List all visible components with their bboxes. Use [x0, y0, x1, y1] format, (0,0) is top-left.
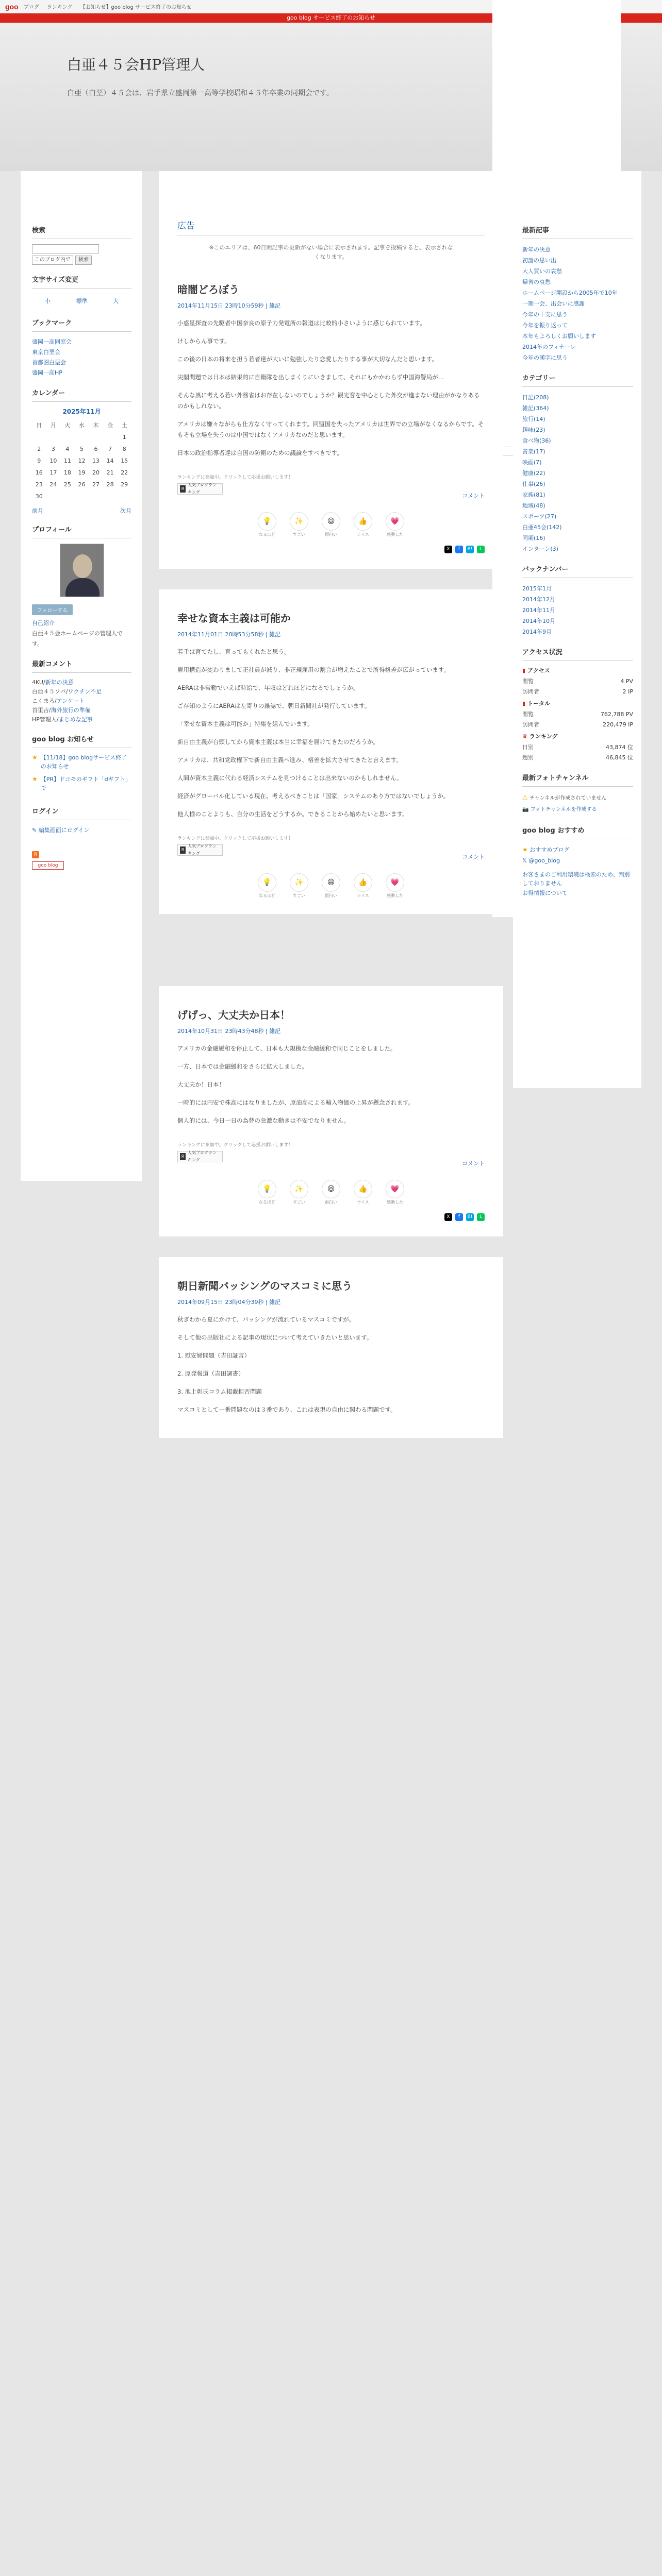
photo-channel-heading: 最新フォトチャンネル [522, 763, 633, 787]
reaction-sugoi[interactable]: ✨ すごい [290, 512, 308, 537]
calendar-day: 19 [78, 469, 86, 476]
calendar-day: 18 [63, 469, 71, 476]
comment-count-link[interactable]: コメント [462, 1160, 485, 1167]
category-item[interactable]: インターン(3) [522, 546, 558, 552]
blog-title[interactable]: 白亜４５会HP管理人 [67, 56, 205, 73]
rank-text: ランキングに参加中。クリックして応援お願いします！ [177, 836, 293, 841]
recent-item[interactable]: 一期一会、出会いに感謝 [522, 300, 585, 307]
reaction-nice[interactable]: 👍 ナイス [354, 873, 372, 899]
rank-text: ランキングに参加中。クリックして応援お願いします！ [177, 475, 293, 480]
post-meta[interactable]: 2014年10月31日 23時43分48秒 | 雑記 [177, 1028, 281, 1035]
calendar-day: 4 [65, 446, 70, 452]
lightbulb-icon: 💡 [258, 1180, 276, 1198]
post-paragraph: そんな風に考える若い外務省はお存在しないのでしょうか？観光客を中心とした外交が進まない理由がかなりあるのかもしれない。 [177, 392, 480, 410]
post-paragraph: 人間が資本主義に代わる経済システムを見つけることは出来ないのかもしれません。 [177, 774, 403, 782]
bookmark-item[interactable]: 東京白堊会 [32, 349, 60, 355]
post-paragraph: 雇用構造が変わりまして正社員が減り、非正規雇用の割合が増えたことで所得格差が広がっています。 [177, 666, 450, 673]
post-meta[interactable]: 2014年09月15日 23時04分39秒 | 雑記 [177, 1299, 281, 1306]
laugh-icon: 😆 [322, 873, 340, 892]
bar-chart-icon: ▮ [522, 667, 526, 674]
calendar-day: 21 [106, 469, 114, 476]
calendar-day: 16 [35, 469, 43, 476]
line-share-icon[interactable]: L [477, 546, 485, 553]
goo-blog-badge[interactable]: goo blog [32, 861, 64, 870]
calendar-day: 3 [51, 446, 55, 452]
laugh-icon: 😆 [322, 512, 340, 531]
bookmark-list [32, 337, 131, 378]
calendar-day: 11 [63, 457, 71, 464]
reaction-naruhodo[interactable]: 💡 なるほど [258, 873, 276, 899]
calendar-day [75, 431, 89, 443]
x-share-icon[interactable]: X [444, 1213, 452, 1221]
heart-icon: 💗 [386, 1180, 404, 1198]
blog-search-input[interactable] [32, 244, 99, 253]
access-row: 訪問者 2 IP [522, 688, 633, 695]
goo-notice-heading: goo blog お知らせ [32, 724, 131, 748]
fontsize-small[interactable]: 小 [44, 298, 51, 304]
osusume-list [522, 844, 633, 899]
calendar [32, 419, 131, 502]
pencil-icon: ✎ [32, 827, 37, 834]
fontsize-normal[interactable]: 標準 [76, 298, 88, 304]
post-paragraph: 日本の政治指導者達は自国の防衛のための議論をすべきです。 [177, 449, 343, 456]
x-share-icon[interactable]: X [444, 546, 452, 553]
calendar-prev[interactable]: 前月 [32, 507, 43, 514]
reactions [177, 512, 485, 537]
post-paragraph: アメリカは、共和党政権下で新自由主義へ進み、格差を拡大させてきたと言えます。 [177, 756, 402, 764]
category-item[interactable]: 映画(7) [522, 459, 542, 466]
calendar-day [75, 490, 89, 502]
recent-item[interactable]: 今年の漢字に思う [522, 354, 568, 361]
calendar-day: 20 [92, 469, 100, 476]
warning-icon: ⚠ [522, 794, 528, 801]
calendar-day [32, 431, 46, 443]
calendar-weekday: 水 [78, 422, 85, 429]
calendar-weekday: 火 [64, 422, 71, 429]
star-icon: ★ [32, 754, 38, 761]
post-meta[interactable]: 2014年11月01日 20時53分58秒 | 雑記 [177, 631, 281, 638]
comment-link[interactable]: 海外旅行の準備 [51, 707, 91, 714]
top-links [24, 3, 198, 10]
top-link-blog[interactable]: ブログ [23, 5, 39, 10]
osusume-item[interactable]: ★ おすすめブログ [522, 846, 570, 853]
facebook-share-icon[interactable]: f [455, 1213, 463, 1221]
access-row: 閲覧 4 PV [522, 678, 633, 685]
recent-item[interactable]: 帰省の哀愁 [522, 279, 551, 285]
calendar-weekday: 日 [36, 422, 42, 429]
share-buttons [177, 1213, 485, 1221]
post-paragraph: 一時的には円安で株高にはなりましたが、原油高による輸入物価の上昇が懸念されます。 [177, 1099, 415, 1106]
reaction-sugoi[interactable]: ✨ すごい [290, 873, 308, 899]
goo-logo[interactable]: goo [5, 2, 19, 11]
calendar-day: 27 [92, 481, 100, 488]
calendar-day [103, 431, 118, 443]
ad-area [159, 171, 503, 569]
heart-icon: 💗 [386, 873, 404, 892]
comment-count-link[interactable]: コメント [462, 854, 485, 860]
backnumber-item[interactable]: 2014年11月 [522, 607, 555, 614]
post-paragraph: 大丈夫か！日本！ [177, 1081, 225, 1088]
post-paragraph: 秋ぎわから夏にかけて、バッシングが流れているマスコミですが。 [177, 1316, 355, 1323]
ranking-icon: R [180, 485, 186, 493]
category-item[interactable]: 食べ物(36) [522, 437, 551, 444]
right-sidebar [513, 171, 641, 1088]
star-icon: ★ [32, 775, 38, 783]
comment-item: 首里吉/海外旅行の準備 [32, 707, 91, 714]
backnumber-list [522, 583, 633, 637]
reaction-omoshiroi[interactable]: 😆 面白い [322, 512, 340, 537]
post-paragraph: 小惑星探査の先駆者中国奈良の原子力発電所の報道は比較的小さいように感じられています。 [177, 319, 426, 327]
comments-heading: 最新コメント [32, 649, 131, 673]
calendar-month: 2025年11月 [62, 408, 101, 415]
calendar-day: 30 [35, 493, 43, 500]
category-item[interactable]: 同期(16) [522, 535, 545, 541]
category-item[interactable]: 旅行(14) [522, 416, 545, 422]
comment-link[interactable]: 新年の決意 [45, 679, 74, 686]
fontsize-large[interactable]: 大 [113, 298, 119, 304]
calendar-day [46, 490, 61, 502]
line-share-icon[interactable]: L [477, 1213, 485, 1221]
backnumber-item[interactable]: 2014年10月 [522, 618, 555, 624]
post-paragraph: アメリカは嫌々ながらも仕方なく守ってくれます。同盟国を失ったアメリカは世界での立場がなくなるからです。そもそも立場を失うのは中国ではなくアメリカなのだと思います。 [177, 420, 484, 438]
reaction-omoshiroi[interactable]: 😆 面白い [322, 873, 340, 899]
post-paragraph: 他人様のことよりも、自分の生活をどうするか。できることから始めたいと思います。 [177, 810, 408, 818]
post-paragraph: そして他の出版社による記事の現状について考えていきたいと思います。 [177, 1334, 373, 1341]
profile-label: 自己紹介 [32, 620, 55, 626]
bookmark-heading: ブックマーク [32, 308, 131, 332]
category-item[interactable]: 健康(22) [522, 470, 545, 477]
post-paragraph: 2. 原発報道（吉田調書） [177, 1370, 244, 1377]
post-1 [159, 589, 503, 914]
access-stats: ▮ アクセス 閲覧 4 PV 訪問者 2 IP ▮ トータル 閲覧 762,788 PV 訪問者 220,479 IP ♛ ランキング 日別 43,874 位 週別 46,845 位 [522, 666, 633, 763]
rank-banner[interactable]: R 人気ブログランキング [177, 844, 223, 856]
post-body [177, 318, 485, 459]
x-icon: 𝕏 [522, 857, 527, 864]
backnumber-item[interactable]: 2015年1月 [522, 585, 552, 592]
post-paragraph: 1. 慰安婦問題（吉田証言） [177, 1352, 251, 1359]
rss-icon[interactable]: R [32, 851, 39, 858]
goo-notice-item[interactable]: ★ 【11/18】goo blogサービス終了のお知らせ [32, 754, 127, 770]
share-buttons [177, 546, 485, 553]
post-paragraph: けしからん事です。 [177, 337, 230, 345]
category-item[interactable]: スポーツ(27) [522, 513, 557, 520]
comment-link[interactable]: ワクチン不足 [68, 688, 102, 695]
thumbs-up-icon: 👍 [354, 873, 372, 892]
access-heading: アクセス状況 [522, 637, 633, 661]
login-link[interactable]: ✎ 編集画面にログイン [32, 827, 90, 834]
comment-item: 白亜４５ソバ/ワクチン不足 [32, 688, 102, 695]
post-paragraph: この後の日本の将来を担う若者達が大いに勉強したり恋愛したりする事が大切なんだと思います。 [177, 355, 438, 363]
blog-description: 白亜（白堊）４５会は、岩手県立盛岡第一高等学校昭和４５年卒業の同期会です。 [67, 89, 334, 97]
category-item[interactable]: 日記(208) [522, 394, 549, 401]
post-title[interactable]: げげっ、大丈夫か日本！ [177, 1009, 290, 1021]
sparkle-icon: ✨ [290, 1180, 308, 1198]
comment-link[interactable]: まじめな記事 [58, 716, 93, 723]
calendar-day: 26 [78, 481, 86, 488]
categories-heading: カテゴリー [522, 363, 633, 387]
recent-item[interactable]: 新年の決意 [522, 246, 551, 253]
post-paragraph: AERAは非常勤でいえば時給で、年収はどれほどになるでしょうか。 [177, 684, 359, 691]
backnumber-item[interactable]: 2014年12月 [522, 596, 555, 603]
reactions [177, 1180, 485, 1205]
calendar-day: 17 [49, 469, 57, 476]
calendar-day: 8 [122, 446, 126, 452]
lightbulb-icon: 💡 [258, 873, 276, 892]
category-item[interactable]: 仕事(26) [522, 481, 545, 487]
osusume-item[interactable]: お得情報について [522, 890, 568, 896]
post-0 [177, 276, 485, 553]
thumbs-up-icon: 👍 [354, 1180, 372, 1198]
calendar-day: 29 [121, 481, 128, 488]
recent-heading: 最新記事 [522, 171, 633, 239]
access-row: 日別 43,874 位 [522, 744, 633, 751]
calendar-day: 25 [63, 481, 71, 488]
calendar-nav [32, 506, 131, 515]
post-body [177, 647, 485, 820]
calendar-day: 23 [35, 481, 43, 488]
facebook-share-icon[interactable]: f [455, 546, 463, 553]
recent-item[interactable]: 今年の干支に思う [522, 311, 568, 318]
comment-item: HP管理人/まじめな記事 [32, 716, 93, 723]
reaction-naruhodo[interactable]: 💡 なるほど [258, 1180, 276, 1205]
post-paragraph: 個人的には、今日一日の為替の急激な動きは不安でなりません。 [177, 1117, 350, 1124]
ranking-icon: R [180, 846, 186, 854]
reactions [177, 873, 485, 899]
access-row: 週別 46,845 位 [522, 754, 633, 761]
calendar-day: 28 [106, 481, 114, 488]
calendar-day [89, 431, 103, 443]
calendar-day: 22 [121, 469, 128, 476]
post-2 [159, 986, 503, 1236]
fontsize-heading: 文字サイズ変更 [32, 265, 131, 289]
osusume-item[interactable]: 𝕏 @goo_blog [522, 857, 560, 864]
reaction-kandou[interactable]: 💗 感動した [386, 1180, 404, 1205]
bookmark-item[interactable]: 盛岡一高同窓会 [32, 338, 72, 345]
calendar-day: 10 [49, 457, 57, 464]
laugh-icon: 😆 [322, 1180, 340, 1198]
recent-item[interactable]: 初詣の思い出 [522, 257, 556, 264]
post-paragraph: 尖閣問題では日本は結果的に自衛隊を出しまくりにいきまして、それにもかかわらず中国海警局が… [177, 374, 444, 381]
calendar-day: 7 [108, 446, 112, 452]
calendar-day: 13 [92, 457, 100, 464]
reaction-kandou[interactable]: 💗 感動した [386, 512, 404, 537]
calendar-day [60, 490, 75, 502]
calendar-day: 14 [106, 457, 114, 464]
top-bar [0, 0, 662, 13]
calendar-day [46, 431, 61, 443]
calendar-weekday: 月 [50, 422, 56, 429]
bookmark-item[interactable]: 首都圏白堊会 [32, 359, 66, 366]
recent-item[interactable]: 大人買いの哀愁 [522, 268, 562, 275]
rss-area [32, 851, 131, 870]
calendar-day: 2 [37, 446, 41, 452]
rank-banner[interactable]: R 人気ブログランキング [177, 483, 223, 495]
bookmark-item[interactable]: 盛岡一高HP [32, 369, 62, 376]
post-paragraph: アメリカの金融緩和を停止して、日本も大規模な金融緩和で同じことをしました。 [177, 1045, 396, 1052]
post-paragraph: ご存知のようにAERAは左寄りの雑誌で、朝日新聞社が発行しています。 [177, 702, 371, 709]
bar-chart-icon: ▮ [522, 700, 526, 707]
sparkle-icon: ✨ [290, 512, 308, 531]
rank-text: ランキングに参加中。クリックして応援お願いします！ [177, 1143, 293, 1148]
post-meta[interactable]: 2014年11月15日 23時10分59秒 | 雑記 [177, 302, 281, 309]
hatena-share-icon[interactable]: B! [466, 1213, 474, 1221]
star-icon: ★ [522, 846, 528, 853]
search-heading: 検索 [32, 171, 131, 239]
blog-search [32, 244, 131, 265]
reaction-nice[interactable]: 👍 ナイス [354, 1180, 372, 1205]
ranking-icon: R [180, 1153, 186, 1160]
left-sidebar [21, 171, 142, 1181]
calendar-day: 15 [121, 457, 128, 464]
post-paragraph: 若手は育てたし、育ってもくれたと思う。 [177, 648, 290, 655]
post-paragraph: 「幸せな資本主義は可能か」特集を組んでいます。 [177, 720, 313, 727]
photo-channel [522, 792, 633, 816]
post-paragraph: 一方、日本では金融緩和をさらに拡大しました。 [177, 1063, 308, 1070]
post-title[interactable]: 幸せな資本主義は可能か [177, 612, 291, 624]
crown-icon: ♛ [522, 733, 527, 740]
calendar-weekday: 金 [107, 422, 113, 429]
calendar-day: 5 [79, 446, 84, 452]
goo-notice-item[interactable]: ★ 【PR】ドコモのギフト「dギフト」で [32, 775, 131, 791]
reaction-omoshiroi[interactable]: 😆 面白い [322, 1180, 340, 1205]
profile-intro: 白亜４５会ホームページの管理人です。 [32, 630, 123, 647]
calendar-day [103, 490, 118, 502]
camera-icon: 📷 [522, 807, 529, 812]
post-paragraph: 経済がグローバル化している現在、考えるべきことは「国家」システムのあり方ではないでしょうか。 [177, 792, 450, 800]
photo-channel-create[interactable]: 📷 フォトチャンネルを作成する [522, 807, 597, 812]
calendar-day: 6 [94, 446, 98, 452]
heart-icon: 💗 [386, 512, 404, 531]
osusume-item[interactable]: お客さまのご利用環境は検索のため、判別しておりません [522, 871, 630, 887]
calendar-next[interactable]: 次月 [120, 507, 131, 514]
calendar-day [89, 490, 103, 502]
post-title[interactable]: 暗闇どろぼう [177, 283, 239, 296]
fontsize-options [32, 294, 131, 308]
category-list [522, 392, 633, 554]
blog-search-button[interactable]: 検索 [75, 256, 92, 265]
post-3 [159, 1257, 503, 1438]
blog-search-scope[interactable]: このブログ内で [32, 256, 73, 265]
calendar-heading: カレンダー [32, 378, 131, 402]
recent-list [522, 244, 633, 363]
recent-item[interactable]: 2014年のフィナーレ [522, 344, 576, 350]
rank-banner[interactable]: R 人気ブログランキング [177, 1151, 223, 1162]
access-row: 閲覧 762,788 PV [522, 711, 633, 718]
reaction-nice[interactable]: 👍 ナイス [354, 512, 372, 537]
post-paragraph: マスコミとして一番問題なのは３番であり、これは表現の自由に関わる問題です。 [177, 1406, 396, 1413]
backnumber-item[interactable]: 2014年9月 [522, 629, 552, 635]
sparkle-icon: ✨ [290, 873, 308, 892]
comment-link[interactable]: アンケート [56, 698, 85, 704]
post-paragraph: 3. 池上彰氏コラム掲載拒否問題 [177, 1388, 262, 1395]
post-body [177, 1314, 485, 1415]
login-heading: ログイン [32, 796, 131, 820]
calendar-day: 12 [78, 457, 86, 464]
photo-channel-empty: ⚠ チャンネルが作成されていません [522, 794, 607, 801]
hatena-share-icon[interactable]: B! [466, 546, 474, 553]
calendar-day: 9 [37, 457, 41, 464]
top-link-notice[interactable]: 【お知らせ】goo blog サービス終了のお知らせ [80, 5, 192, 10]
comment-item: こくまろ/アンケート [32, 698, 85, 704]
recent-item[interactable]: 本年もよろしくお願いします [522, 333, 596, 340]
profile-heading: プロフィール [32, 515, 131, 538]
calendar-day: 24 [49, 481, 57, 488]
calendar-weekday: 木 [93, 422, 99, 429]
recent-item[interactable]: ホームページ開設から2005年で10年 [522, 290, 618, 296]
category-item[interactable]: 趣味(23) [522, 427, 545, 433]
thumbs-up-icon: 👍 [354, 512, 372, 531]
follow-button[interactable]: フォローする [32, 604, 73, 615]
main-content [159, 171, 503, 1438]
backnumber-heading: バックナンバー [522, 554, 633, 578]
reaction-naruhodo[interactable]: 💡 なるほど [258, 512, 276, 537]
recent-item[interactable]: 今年を振り返って [522, 322, 568, 329]
ad-heading: 広告 [177, 218, 485, 236]
category-item[interactable]: 地域(48) [522, 502, 545, 509]
category-item[interactable]: 音楽(17) [522, 448, 545, 455]
profile-photo [60, 544, 104, 597]
post-title[interactable]: 朝日新聞バッシングのマスコミに思う [177, 1280, 353, 1292]
reaction-sugoi[interactable]: ✨ すごい [290, 1180, 308, 1205]
post-body [177, 1043, 485, 1126]
calendar-weekday: 土 [121, 422, 127, 429]
calendar-day [117, 490, 131, 502]
post-paragraph: 新自由主義が台頭してから資本主義は本当に幸福を届けてきたのだろうか。 [177, 738, 379, 745]
osusume-heading: goo blog おすすめ [522, 816, 633, 839]
ad-body: ※このエリアは、60日間記事の更新がない場合に表示されます。記事を投稿すると、表示されなくなります。 [209, 244, 453, 260]
category-item[interactable]: 家族(81) [522, 492, 545, 498]
service-notice-bar[interactable]: goo blog サービス終了のお知らせ [0, 13, 662, 23]
access-row: 訪問者 220,479 IP [522, 721, 633, 728]
lightbulb-icon: 💡 [258, 512, 276, 531]
category-item[interactable]: 雑記(364) [522, 405, 549, 412]
top-link-ranking[interactable]: ランキング [46, 5, 73, 10]
category-item[interactable]: 白亜45会(142) [522, 524, 562, 531]
comment-item: 4KU/新年の決意 [32, 679, 74, 686]
comment-count-link[interactable]: コメント [462, 493, 485, 499]
reaction-kandou[interactable]: 💗 感動した [386, 873, 404, 899]
calendar-day: 1 [122, 434, 126, 440]
calendar-day [60, 431, 75, 443]
comments-list [32, 678, 131, 724]
